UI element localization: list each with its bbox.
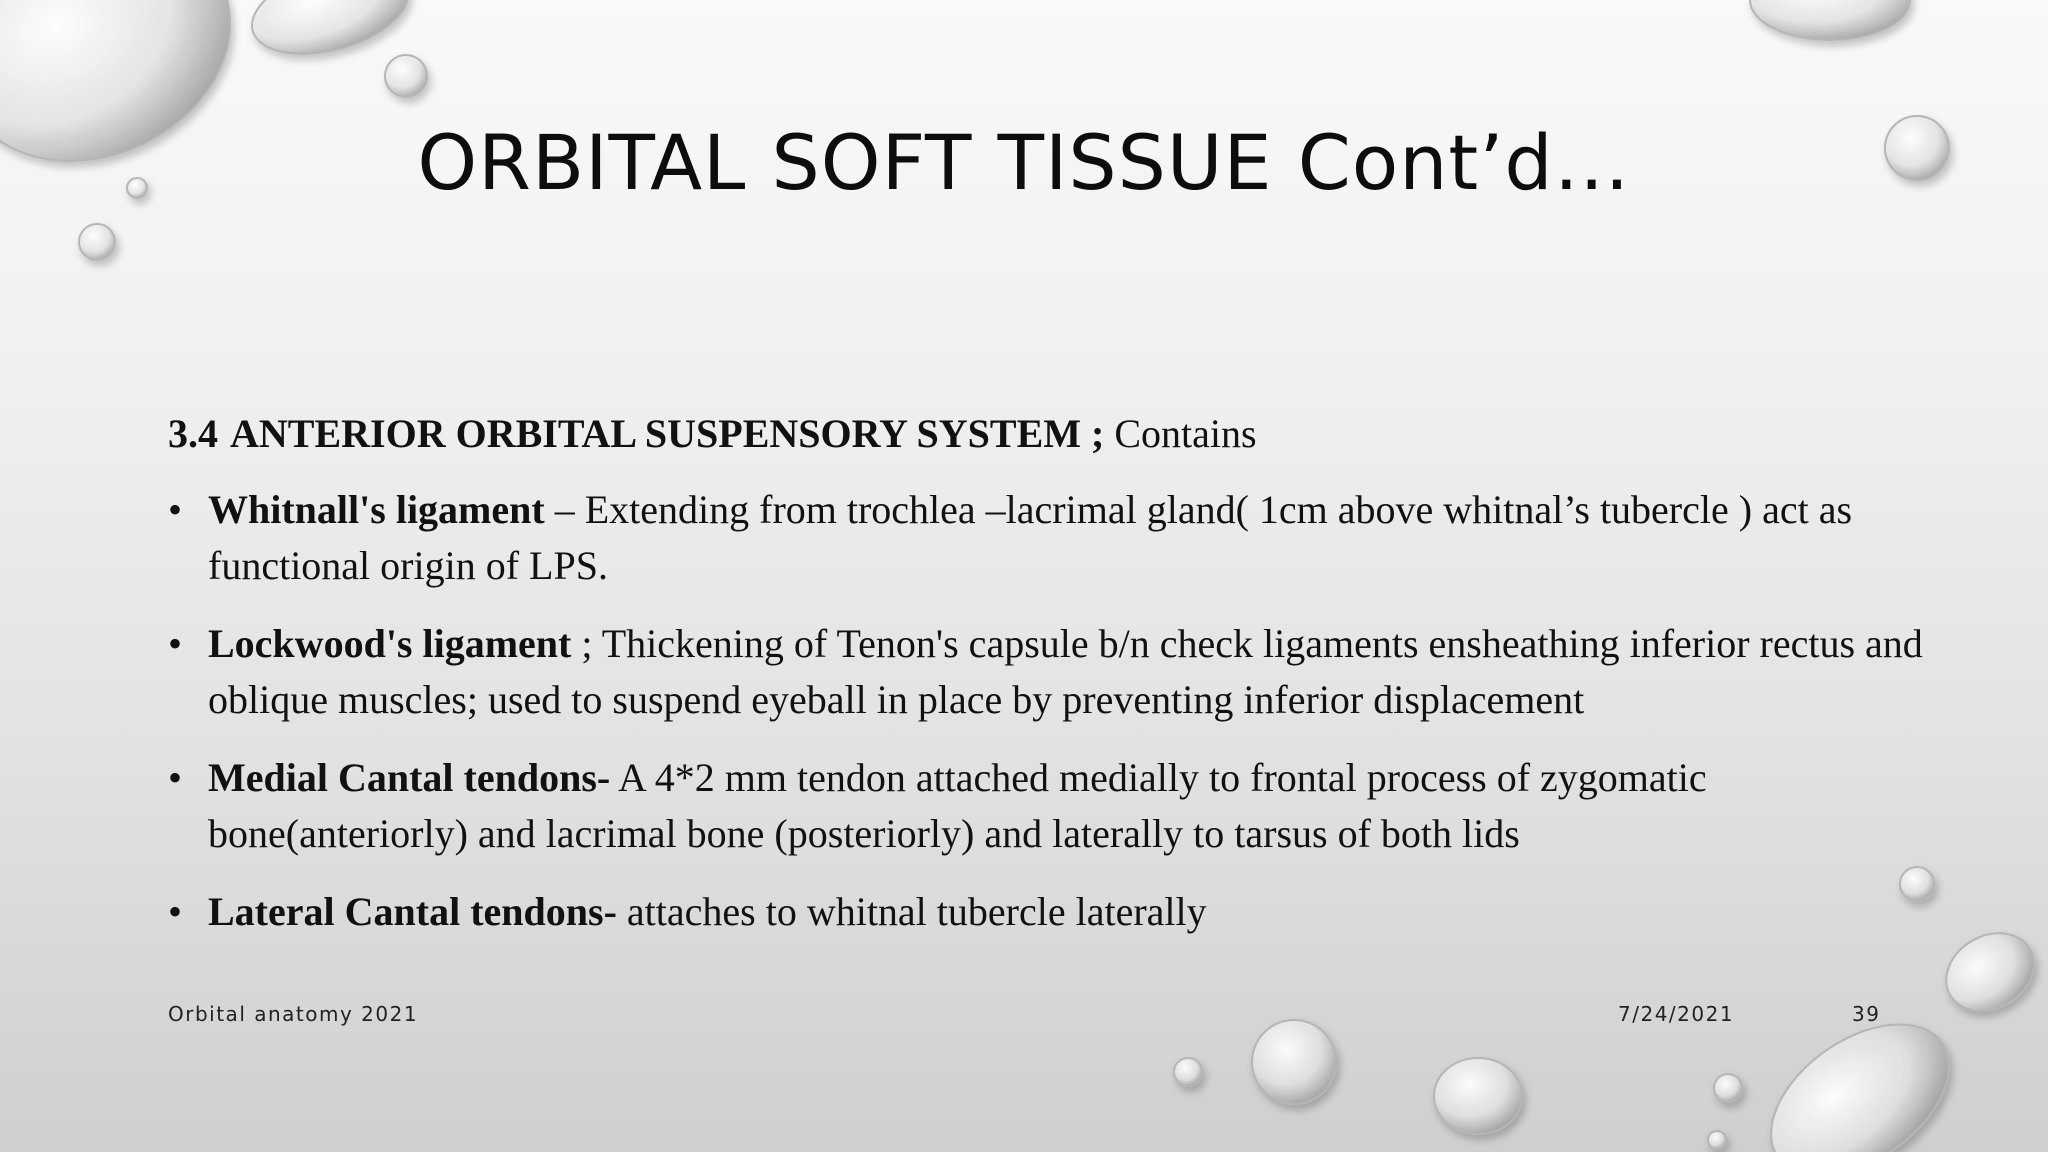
slide-title: ORBITAL SOFT TISSUE Cont’d… [417,118,1631,207]
bullet-term: Whitnall's ligament [208,487,545,532]
bullet-term: Lateral Cantal tendons- [208,889,617,934]
water-drop [79,224,115,260]
water-drop [1714,1074,1742,1102]
bullet-term: Medial Cantal tendons- [208,755,611,800]
bullet-item [168,616,1928,728]
water-drop [1932,918,2048,1026]
footer-page-number: 39 [1852,1002,1881,1026]
bullet-dot: • [168,755,183,800]
bullet-item [168,750,1928,862]
water-drop [1174,1058,1202,1086]
section-heading-bold: ANTERIOR ORBITAL SUSPENSORY SYSTEM ; [230,411,1105,456]
bullet-item [168,482,1928,594]
section-heading [168,406,1928,462]
bullet-item [168,884,1928,940]
bullet-list [168,482,1928,940]
footer-presentation-name: Orbital anatomy 2021 [168,1002,419,1026]
bullet-text: attaches to whitnal tubercle laterally [616,889,1207,934]
bullet-text: A 4*2 mm tendon attached medially to frontal process of zygomatic bone(anteriorly) and lacrimal bone (posteriorly) and laterally to tarsus of both lids [208,755,1707,856]
water-drop [385,55,427,97]
water-drop [1750,0,1910,40]
bullet-dot: • [168,889,183,934]
bullet-term: Lockwood's ligament [208,621,572,666]
bullet-dot: • [168,487,183,532]
water-drop [242,0,417,69]
section-heading-rest: Contains [1104,411,1257,456]
slide-content [168,406,1928,962]
bullet-text: ; Thickening of Tenon's capsule b/n check ligaments ensheathing inferior rectus and oblique muscles; used to suspend eyeball in place by preventing inferior displacement [208,621,1923,722]
water-drop [1252,1020,1336,1104]
water-drop [1708,1131,1726,1149]
section-number: 3.4 [168,411,218,456]
bullet-dot: • [168,621,183,666]
water-drop [1434,1058,1522,1134]
footer-date: 7/24/2021 [1618,1002,1735,1026]
bullet-text: – Extending from trochlea –lacrimal gland( 1cm above whitnal’s tubercle ) act as functional origin of LPS. [208,487,1853,588]
